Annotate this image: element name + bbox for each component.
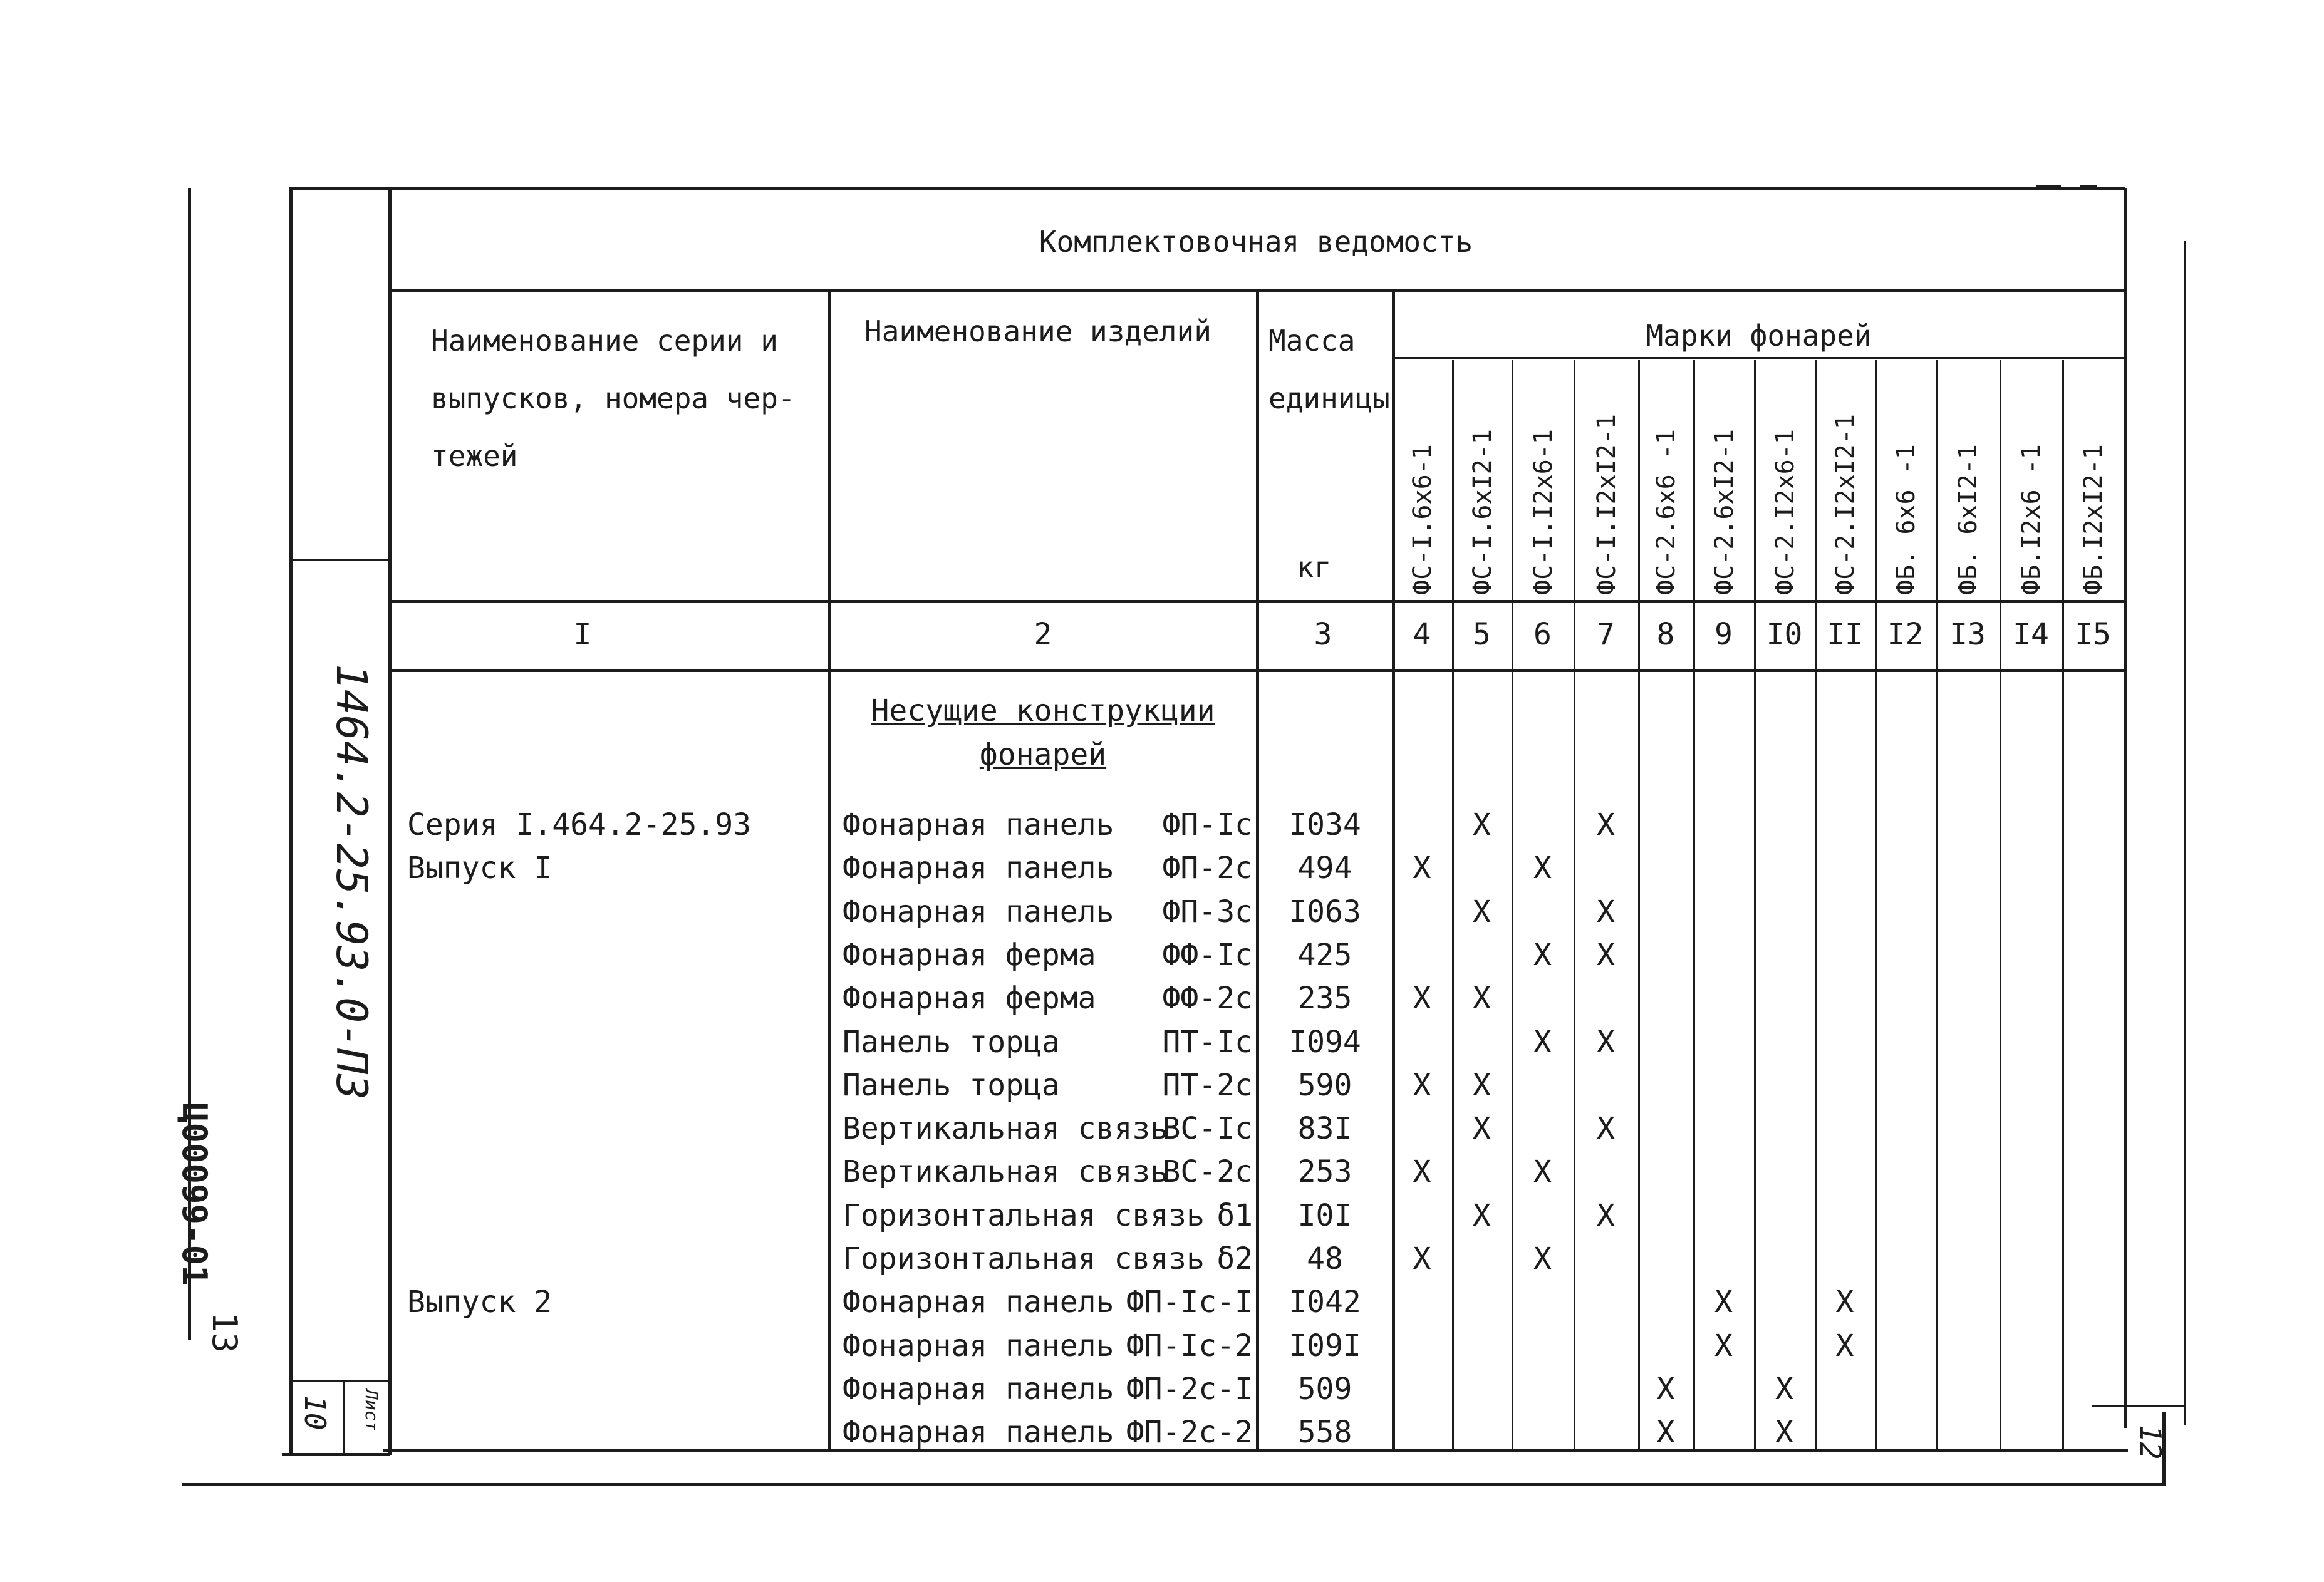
unit-mass: I09I [1289,1328,1361,1363]
product-name: Горизонтальная связь [843,1241,1205,1276]
header-col3-line: Масса [1268,324,1356,358]
mark-x: X [1597,1197,1615,1233]
product-code: ФФ-2с [1162,981,1253,1016]
header-col3 [1268,312,1390,427]
product-code: ФП-Iс-I [1126,1285,1253,1320]
right-border-tick [2184,241,2186,1425]
mark-col-sep [1875,360,1877,1450]
unit-mass: 83I [1297,1111,1352,1147]
series-label: Выпуск 2 [407,1285,552,1320]
mark-col-sep [1754,360,1756,1450]
product-code: ПТ-2с [1162,1067,1253,1103]
product-code: ФП-Iс-2 [1126,1328,1253,1363]
product-name: Горизонтальная связь [843,1197,1205,1233]
outer-frame-bottom [182,1483,2166,1486]
mark-x: X [1413,1067,1431,1103]
column-number: II [1827,617,1863,652]
mark-label: ФБ. 6x6 -1 [1891,444,1921,595]
stamp-bottom [282,1453,390,1456]
product-name: Фонарная панель [843,1415,1114,1450]
header-col1 [431,312,796,485]
mark-x: X [1597,1111,1615,1147]
mark-x: X [1473,1067,1491,1103]
column-number: 4 [1413,617,1431,652]
mark-label: ФС-I.6xI2-1 [1468,429,1497,595]
group-heading-line: Несущие конструкции [871,693,1215,728]
mark-x: X [1597,807,1615,842]
product-code: ВС-2с [1162,1154,1253,1190]
header-col1-line: тежей [431,439,518,473]
mark-label: ФБ.I2x6 -1 [2017,444,2046,595]
product-code: ПТ-Iс [1162,1024,1253,1060]
mark-x: X [1714,1328,1733,1363]
column-number: I5 [2075,617,2111,652]
mark-x: X [1656,1371,1675,1407]
unit-mass: 425 [1297,937,1352,973]
header-col2: Наименование изделий [864,314,1211,348]
unit-mass: 558 [1297,1415,1352,1450]
column-number: 8 [1656,617,1675,652]
mark-label: ФС-2.I2xI2-1 [1831,414,1860,595]
mark-col-sep [1512,360,1513,1450]
product-name: Фонарная ферма [843,937,1096,973]
archive-sheet: 13 [205,1312,244,1353]
product-code: ФП-2с [1162,850,1253,886]
mark-x: X [1597,1024,1615,1060]
product-name: Фонарная ферма [843,981,1096,1016]
mark-x: X [1413,981,1431,1016]
product-code: ФП-3с [1162,894,1253,929]
mark-col-sep [1815,360,1817,1450]
group-heading [833,689,1253,777]
product-name: Фонарная панель [843,850,1114,886]
product-name: Фонарная панель [843,1285,1114,1320]
product-code: δ2 [1216,1241,1253,1276]
column-number: 5 [1473,617,1491,652]
mark-x: X [1775,1371,1793,1407]
product-code: ВС-Iс [1162,1111,1253,1147]
archive-code: Ц00099-01 [175,1102,214,1286]
marks-title: Марки фонарей [1646,319,1872,353]
mark-label: ФС-I.I2xI2-1 [1592,414,1621,595]
series-label: Серия I.464.2-25.93 [407,807,752,842]
mark-x: X [1473,981,1491,1016]
column-number: I4 [2013,617,2049,652]
product-name: Панель торца [843,1024,1060,1060]
column-number: 3 [1314,617,1332,652]
col-sep-3 [1256,289,1259,1451]
unit-mass: 509 [1297,1371,1352,1407]
product-name: Фонарная панель [843,807,1114,842]
product-name: Вертикальная связь [843,1154,1169,1190]
mark-col-sep [1638,360,1640,1450]
unit-mass: I063 [1289,894,1361,929]
mark-label: ФС-2.6x6 -1 [1652,429,1681,595]
table-title: Комплектовочная ведомость [1039,225,1473,259]
column-number: 2 [1034,617,1052,652]
mark-label: ФС-I.I2x6-1 [1528,429,1558,595]
product-name: Фонарная панель [843,894,1114,929]
unit-mass: I094 [1289,1024,1361,1060]
mark-col-sep [1693,360,1695,1450]
product-name: Фонарная панель [843,1371,1114,1407]
document-code: 1464.2-25.93.0-ПЗ [326,664,376,1100]
mark-x: X [1714,1285,1733,1320]
mark-x: X [1473,894,1491,929]
mark-label: ФС-2.I2x6-1 [1770,429,1800,595]
header-col1-line: выпусков, номера чер- [431,381,796,415]
mark-x: X [1656,1415,1675,1450]
unit-mass: 235 [1297,981,1352,1016]
col-sep-4 [1392,289,1395,1451]
column-number: I0 [1766,617,1803,652]
mark-col-sep [1452,360,1454,1450]
mark-x: X [1413,1241,1431,1276]
sheet-right-number: 12 [2134,1425,2167,1460]
unit-mass: 48 [1307,1241,1343,1276]
mark-col-sep [2062,360,2064,1450]
product-name: Панель торца [843,1067,1060,1103]
mark-x: X [1775,1415,1793,1450]
mark-label: ФБ.I2xI2-1 [2079,444,2108,595]
product-code: ФП-2с-I [1126,1371,1253,1407]
mark-col-sep [1936,360,1938,1450]
stamp-sheet-vline [343,1380,345,1454]
column-number: I3 [1949,617,1986,652]
unit-mass: I034 [1289,807,1361,842]
stamp-divider [289,559,390,561]
mark-x: X [1835,1285,1854,1320]
product-code: ФП-2с-2 [1126,1415,1253,1450]
product-name: Фонарная панель [843,1328,1114,1363]
stamp-sheet-divider [289,1380,390,1382]
mark-col-sep [1574,360,1575,1450]
mark-x: X [1473,807,1491,842]
series-label: Выпуск I [407,850,552,886]
mark-label: ФС-2.6xI2-1 [1709,429,1739,595]
column-number: I [573,617,592,652]
stamp-col-left [289,187,293,1455]
mark-x: X [1473,1197,1491,1233]
unit-mass: 253 [1297,1154,1352,1190]
header-col1-line: Наименование серии и [431,324,778,358]
col-sep-2 [828,289,831,1451]
mark-x: X [1835,1328,1854,1363]
mark-x: X [1533,1241,1552,1276]
mark-x: X [1473,1111,1491,1147]
right-sheet-box-top [2092,1405,2186,1407]
group-heading-line: фонарей [979,737,1107,772]
column-number: 7 [1597,617,1615,652]
right-border-line [2124,188,2127,1428]
product-code: δ1 [1216,1197,1253,1233]
sheet-label: Лист [361,1389,382,1432]
header-col3-unit: кг [1297,551,1332,584]
unit-mass: 494 [1297,850,1352,886]
mark-col-sep [2000,360,2001,1450]
unit-mass: I042 [1289,1285,1361,1320]
mark-x: X [1533,850,1552,886]
column-number: 6 [1533,617,1552,652]
mark-x: X [1597,894,1615,929]
mark-x: X [1533,937,1552,973]
product-code: ФП-Iс [1162,807,1253,842]
product-code: ФФ-Iс [1162,937,1253,973]
mark-x: X [1413,850,1431,886]
marks-title-bottom [1394,357,2124,359]
column-number: I2 [1887,617,1924,652]
mark-x: X [1597,937,1615,973]
mark-label: ФС-I.6x6-1 [1408,444,1437,595]
stamp-top [289,187,2125,190]
stamp-col-right [388,187,392,1455]
column-number: 9 [1714,617,1733,652]
header-col3-line: единицы [1268,381,1390,415]
unit-mass: I0I [1297,1197,1352,1233]
mark-label: ФБ. 6xI2-1 [1954,444,1983,595]
mark-x: X [1533,1154,1552,1190]
sheet-left-number: 10 [298,1395,332,1430]
mark-x: X [1533,1024,1552,1060]
mark-x: X [1413,1154,1431,1190]
product-name: Вертикальная связь [843,1111,1169,1147]
unit-mass: 590 [1297,1067,1352,1103]
